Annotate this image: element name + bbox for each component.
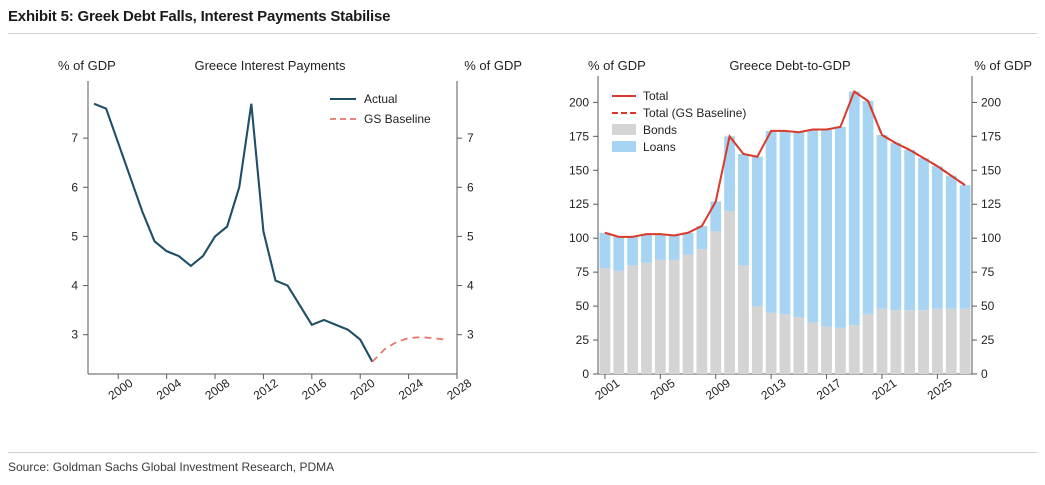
svg-text:150: 150 <box>568 163 589 178</box>
svg-text:50: 50 <box>575 299 589 314</box>
left-chart-ylabel-right: % of GDP <box>464 58 522 73</box>
svg-text:GS Baseline: GS Baseline <box>364 112 431 126</box>
svg-text:100: 100 <box>981 231 1002 246</box>
svg-text:125: 125 <box>568 197 589 212</box>
title-divider <box>8 33 1037 34</box>
svg-text:7: 7 <box>71 131 78 146</box>
svg-text:2020: 2020 <box>347 375 378 403</box>
svg-text:6: 6 <box>467 180 474 195</box>
chart-interest-payments <box>10 44 530 444</box>
svg-text:2001: 2001 <box>592 375 623 403</box>
svg-text:3: 3 <box>71 327 78 342</box>
source-divider <box>8 452 1037 453</box>
svg-text:175: 175 <box>568 129 589 144</box>
left-chart-title: Greece Interest Payments <box>194 58 346 73</box>
svg-text:2024: 2024 <box>395 375 426 403</box>
left-chart-canvas <box>10 44 530 444</box>
svg-text:Loans: Loans <box>643 140 676 154</box>
svg-text:2028: 2028 <box>444 375 475 403</box>
svg-text:2000: 2000 <box>105 375 136 403</box>
svg-text:0: 0 <box>582 367 589 381</box>
svg-text:3: 3 <box>467 327 474 342</box>
svg-text:125: 125 <box>981 197 1002 212</box>
svg-text:2021: 2021 <box>869 375 900 403</box>
svg-text:25: 25 <box>981 333 995 348</box>
right-chart-ylabel-left: % of GDP <box>588 58 646 73</box>
right-chart-title: Greece Debt-to-GDP <box>729 58 851 73</box>
svg-text:2016: 2016 <box>299 375 330 403</box>
svg-text:75: 75 <box>575 265 589 280</box>
svg-text:2017: 2017 <box>813 375 844 403</box>
svg-text:5: 5 <box>71 229 78 244</box>
svg-text:50: 50 <box>981 299 995 314</box>
svg-text:2025: 2025 <box>924 375 955 403</box>
svg-text:7: 7 <box>467 131 474 146</box>
svg-text:4: 4 <box>71 278 78 293</box>
svg-text:2008: 2008 <box>202 375 233 403</box>
svg-text:6: 6 <box>71 180 78 195</box>
svg-text:2004: 2004 <box>153 375 184 403</box>
svg-text:100: 100 <box>568 231 589 246</box>
svg-text:2009: 2009 <box>703 375 733 403</box>
svg-text:25: 25 <box>575 333 589 348</box>
right-chart-ylabel-right: % of GDP <box>974 58 1032 73</box>
svg-text:Bonds: Bonds <box>643 123 678 137</box>
svg-text:75: 75 <box>981 265 995 280</box>
svg-text:150: 150 <box>981 163 1002 178</box>
right-chart-canvas <box>540 44 1040 444</box>
svg-text:200: 200 <box>981 95 1002 110</box>
left-chart-ylabel-left: % of GDP <box>58 58 116 73</box>
svg-text:175: 175 <box>981 129 1002 144</box>
svg-text:Total: Total <box>643 89 669 103</box>
svg-text:200: 200 <box>568 95 589 110</box>
source-note: Source: Goldman Sachs Global Investment Research, PDMA <box>8 460 335 474</box>
svg-text:2013: 2013 <box>758 375 789 403</box>
chart-debt-to-gdp <box>540 44 1040 444</box>
svg-text:2005: 2005 <box>647 375 678 403</box>
svg-text:Actual: Actual <box>364 92 398 106</box>
svg-text:0: 0 <box>981 367 988 381</box>
svg-text:4: 4 <box>467 278 474 293</box>
svg-text:5: 5 <box>467 229 474 244</box>
svg-text:2012: 2012 <box>250 375 281 403</box>
page-title: Exhibit 5: Greek Debt Falls, Interest Payments Stabilise <box>8 8 391 25</box>
svg-text:Total (GS Baseline): Total (GS Baseline) <box>643 106 747 120</box>
